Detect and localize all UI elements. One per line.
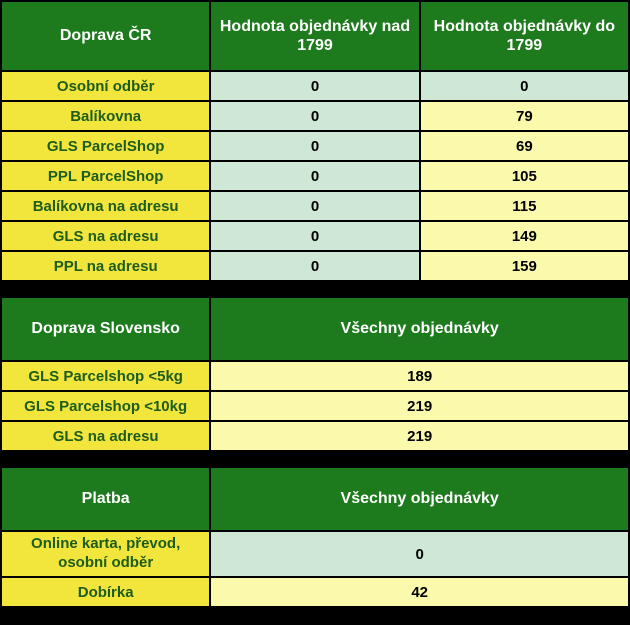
row-value-nad: 0 [210, 161, 419, 191]
table-row [1, 191, 629, 221]
table-platba [0, 466, 630, 608]
row-value-do: 69 [420, 131, 629, 161]
row-value-all: 0 [210, 531, 629, 577]
table-row [1, 361, 629, 391]
row-value-nad: 0 [210, 221, 419, 251]
row-value-do: 159 [420, 251, 629, 281]
table-row [1, 531, 629, 577]
table-row [1, 251, 629, 281]
table-row [1, 421, 629, 451]
row-label: Balíkovna na adresu [1, 191, 210, 221]
table-row [1, 221, 629, 251]
table-row [1, 131, 629, 161]
row-value-nad: 0 [210, 131, 419, 161]
table-row [1, 71, 629, 101]
section-divider [0, 282, 630, 296]
table-header-row [1, 1, 629, 71]
table-row [1, 577, 629, 607]
table-row [1, 101, 629, 131]
row-label: Online karta, převod, osobní odběr [1, 531, 210, 577]
row-value-nad: 0 [210, 191, 419, 221]
row-label: GLS Parcelshop <5kg [1, 361, 210, 391]
row-value-all: 42 [210, 577, 629, 607]
table-header-row [1, 297, 629, 361]
header-cell-platba: Platba [1, 467, 210, 531]
row-label: GLS na adresu [1, 421, 210, 451]
row-value-all: 219 [210, 421, 629, 451]
row-label: PPL ParcelShop [1, 161, 210, 191]
row-label: GLS Parcelshop <10kg [1, 391, 210, 421]
row-label: Balíkovna [1, 101, 210, 131]
header-cell-hodnota-nad-1799: Hodnota objednávky nad 1799 [210, 1, 419, 71]
table-header-row [1, 467, 629, 531]
row-label: GLS na adresu [1, 221, 210, 251]
header-cell-vsechny-objednavky: Všechny objednávky [210, 467, 629, 531]
row-value-all: 189 [210, 361, 629, 391]
row-value-do: 115 [420, 191, 629, 221]
row-value-nad: 0 [210, 101, 419, 131]
table-doprava-cr [0, 0, 630, 282]
row-label: Dobírka [1, 577, 210, 607]
row-value-nad: 0 [210, 71, 419, 101]
row-value-do: 79 [420, 101, 629, 131]
row-value-nad: 0 [210, 251, 419, 281]
section-divider [0, 452, 630, 466]
table-row [1, 161, 629, 191]
header-cell-hodnota-do-1799: Hodnota objednávky do 1799 [420, 1, 629, 71]
header-cell-vsechny-objednavky: Všechny objednávky [210, 297, 629, 361]
row-value-do: 105 [420, 161, 629, 191]
row-value-do: 0 [420, 71, 629, 101]
row-label: Osobní odběr [1, 71, 210, 101]
row-label: GLS ParcelShop [1, 131, 210, 161]
header-cell-doprava-slovensko: Doprava Slovensko [1, 297, 210, 361]
header-cell-doprava-cr: Doprava ČR [1, 1, 210, 71]
table-doprava-slovensko [0, 296, 630, 452]
row-value-do: 149 [420, 221, 629, 251]
table-row [1, 391, 629, 421]
row-label: PPL na adresu [1, 251, 210, 281]
row-value-all: 219 [210, 391, 629, 421]
